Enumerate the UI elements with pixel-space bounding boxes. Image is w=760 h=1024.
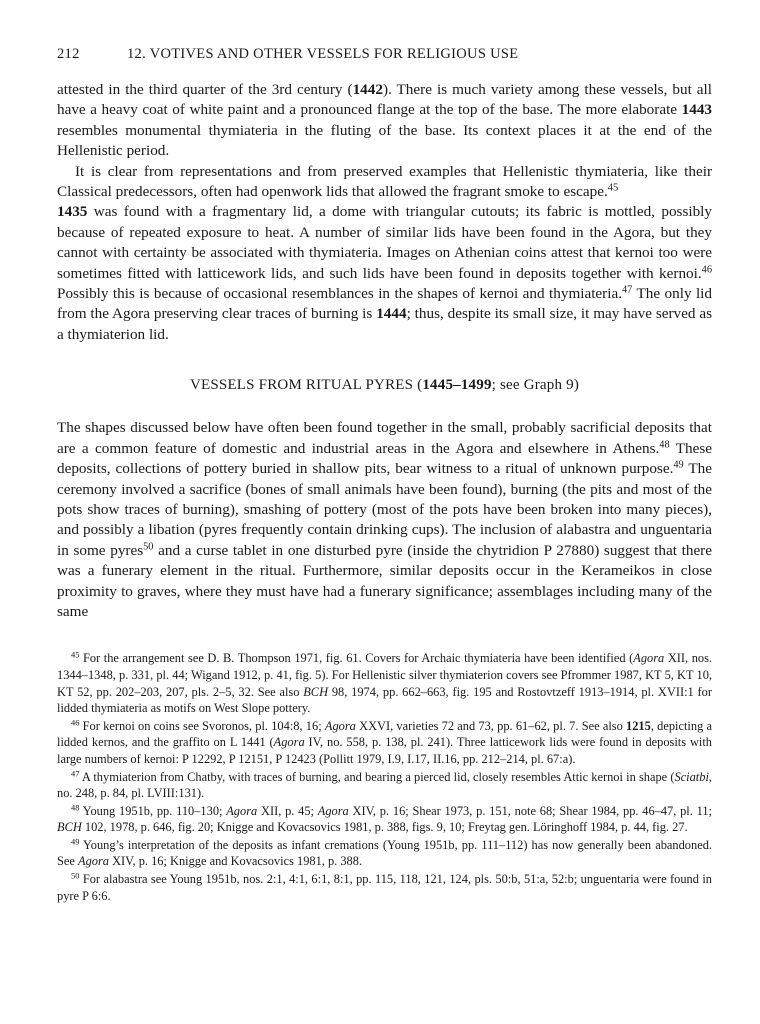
- paragraph-3: [57, 418, 712, 622]
- section-heading: [57, 377, 712, 394]
- heading-text: VESSELS FROM RITUAL PYRES (: [189, 377, 423, 394]
- footnote-text: 98, 1974, pp. 662–663, fig. 195 and Rostovtzeff 1913–1914, pl. XVII:1 for lidded thymiateria as motifs on West Slope pottery.: [57, 684, 712, 716]
- body-text-2: [57, 418, 712, 622]
- text-span: attested in the third quarter of the 3rd century (: [57, 81, 353, 98]
- text-span: ; thus, despite its small size, it may have served as a thymiaterion lid.: [57, 305, 712, 343]
- footnote-46: [57, 718, 712, 768]
- text-span: It is clear from representations and from preserved examples that Hellenistic thymiateria, like their Classical predecessors, often had openwork lids that allowed the fragrant smoke to escape.: [57, 162, 712, 201]
- footnote-47: [57, 769, 712, 802]
- footnote-number: 48: [71, 802, 80, 813]
- text-span: was found with a fragmentary lid, a dome with triangular cutouts; its fabric is mottled, possibly because of repeated exposure to heat. A number of similar lids have been found in the Agora, but they cannot with certainty be associated with thymiateria. Images on Athenian coins attest that kernoi too were sometimes fitted with latticework lids, and such lids have been found in deposits together with kernoi.: [57, 203, 712, 282]
- heading-text: ; see Graph 9): [491, 377, 580, 394]
- text-span: The shapes discussed below have often been found together in the small, probably sacrificial deposits that are a common feature of domestic and industrial areas in the Agora and elsewhere in Athens.: [57, 419, 712, 457]
- text-span: and a curse tablet in one disturbed pyre (inside the chytridion P 27880) suggest that there was a funerary element in the ritual. Furthermore, similar deposits occur in the Kerameikos in close proximity to graves, where they must have had a funerary significance; assemblages including many of the same: [57, 541, 712, 620]
- page-number: 212: [57, 46, 80, 62]
- italic-title: Agora: [317, 803, 349, 818]
- footnote-text: XIV, p. 16; Shear 1973, p. 151, note 68; Shear 1984, pp. 46–47, pl. 11;: [348, 803, 712, 818]
- text-span: The only lid from the Agora preserving clear traces of burning is: [57, 285, 712, 323]
- italic-title: Agora: [78, 854, 109, 869]
- footnote-text: A thymiaterion from Chatby, with traces of burning, and bearing a pierced lid, closely resembles Attic kernoi in shape (: [79, 769, 675, 784]
- body-text: [57, 80, 712, 345]
- footnote-text: XII, p. 45;: [257, 803, 318, 818]
- footnote-number: 47: [71, 767, 80, 778]
- text-span: The ceremony involved a sacrifice (bones of small animals have been found), burning (the pits and most of the pots show traces of burning), smashing of pottery (most of the pots have been broken into many pieces), and possibly a libation (pyres frequently contain drinking cups). The inclusion of alabastra and unguentaria in some pyres: [57, 460, 712, 559]
- footnote-number: 46: [71, 717, 80, 728]
- italic-title: BCH: [57, 820, 82, 835]
- footnote-ref-45[interactable]: 45: [607, 182, 619, 194]
- catalogue-number: 1443: [681, 101, 712, 119]
- footnote-ref-49[interactable]: 49: [673, 459, 684, 471]
- footnote-number: 45: [71, 649, 80, 660]
- heading-catalogue-range: 1445–1499: [422, 377, 492, 394]
- catalogue-number: 1215: [626, 718, 651, 733]
- paragraph-2: [57, 162, 712, 346]
- text-span: ). There is much variety among these vessels, but all have a heavy coat of white paint and a pronounced flange at the top of the base. The more elaborate: [57, 81, 712, 119]
- footnote-number: 50: [71, 870, 80, 881]
- footnote-text: , no. 248, p. 84, pl. LVIII:131).: [57, 769, 712, 801]
- footnote-ref-47[interactable]: 47: [622, 284, 633, 296]
- catalogue-number: 1442: [352, 81, 383, 98]
- running-head: [57, 46, 712, 68]
- footnote-45: [57, 650, 712, 716]
- italic-title: Agora: [226, 803, 258, 818]
- footnote-text: XIV, p. 16; Knigge and Kovacsovics 1981, p. 388.: [108, 854, 363, 869]
- italic-title: Agora: [273, 735, 305, 750]
- italic-title: Agora: [324, 718, 356, 733]
- footnote-text: Young’s interpretation of the deposits as infant cremations (Young 1951b, pp. 111–112) has now generally been abandoned. See: [57, 837, 712, 869]
- footnote-ref-50[interactable]: 50: [143, 541, 154, 553]
- catalogue-number: 1435: [57, 203, 88, 221]
- footnote-text: XII, nos. 1344–1348, p. 331, pl. 44; Wigand 1912, p. 41, fig. 5). For Hellenistic silver thymiaterion covers see Pfrommer 1987, KT 5, KT 10, KT 52, pp. 202–203, 207, pls. 2–5, 32. See also: [57, 651, 713, 699]
- footnote-ref-46[interactable]: 46: [701, 263, 712, 275]
- text-span: These deposits, collections of pottery buried in shallow pits, bear witness to a ritual of unknown purpose.: [57, 439, 712, 478]
- footnotes: [57, 650, 712, 904]
- footnote-text: For alabastra see Young 1951b, nos. 2:1, 4:1, 6:1, 8:1, pp. 115, 118, 121, 124, pls. 50:b, 51:a, 52:b; unguentaria were found in pyre P 6:6.: [57, 872, 712, 903]
- footnote-text: IV, no. 558, p. 138, pl. 241). Three latticework lids were found in deposits with large numbers of kernoi: P 12292, P 12151, P 12423 (Pollitt 1979, I.9, I.17, II.16, pp. 212–214, pl. 67:a).: [57, 735, 712, 766]
- footnote-49: [57, 837, 712, 870]
- page: [57, 46, 712, 905]
- footnote-text: For kernoi on coins see Svoronos, pl. 104:8, 16;: [79, 718, 325, 733]
- footnote-text: For the arrangement see D. B. Thompson 1971, fig. 61. Covers for Archaic thymiateria have been identified (: [79, 651, 634, 666]
- catalogue-number: 1444: [376, 305, 407, 323]
- italic-title: Sciatbi: [674, 769, 709, 784]
- footnote-50: [57, 871, 712, 904]
- footnote-text: XXVI, varieties 72 and 73, pp. 61–62, pl. 7. See also: [355, 718, 627, 733]
- footnote-number: 49: [71, 836, 80, 847]
- text-span: resembles monumental thymiateria in the fluting of the base. Its context places it at the end of the Hellenistic period.: [57, 121, 712, 160]
- italic-title: BCH: [303, 684, 329, 699]
- footnote-text: Young 1951b, pp. 110–130;: [79, 803, 227, 818]
- italic-title: Agora: [633, 651, 665, 666]
- footnote-ref-48[interactable]: 48: [659, 439, 670, 451]
- text-span: Possibly this is because of occasional resemblances in the shapes of kernoi and thymiateria.: [57, 285, 622, 303]
- footnote-text: 102, 1978, p. 646, fig. 20; Knigge and Kovacsovics 1981, p. 388, figs. 9, 10; Freytag gen. Löringhoff 1984, p. 44, fig. 27.: [81, 820, 688, 835]
- paragraph-1: [57, 80, 712, 162]
- running-title: 12. VOTIVES AND OTHER VESSELS FOR RELIGIOUS USE: [127, 46, 519, 62]
- footnote-48: [57, 803, 712, 836]
- footnote-text: , depicting a lidded kernos, and the graffito on L 1441 (: [57, 718, 713, 750]
